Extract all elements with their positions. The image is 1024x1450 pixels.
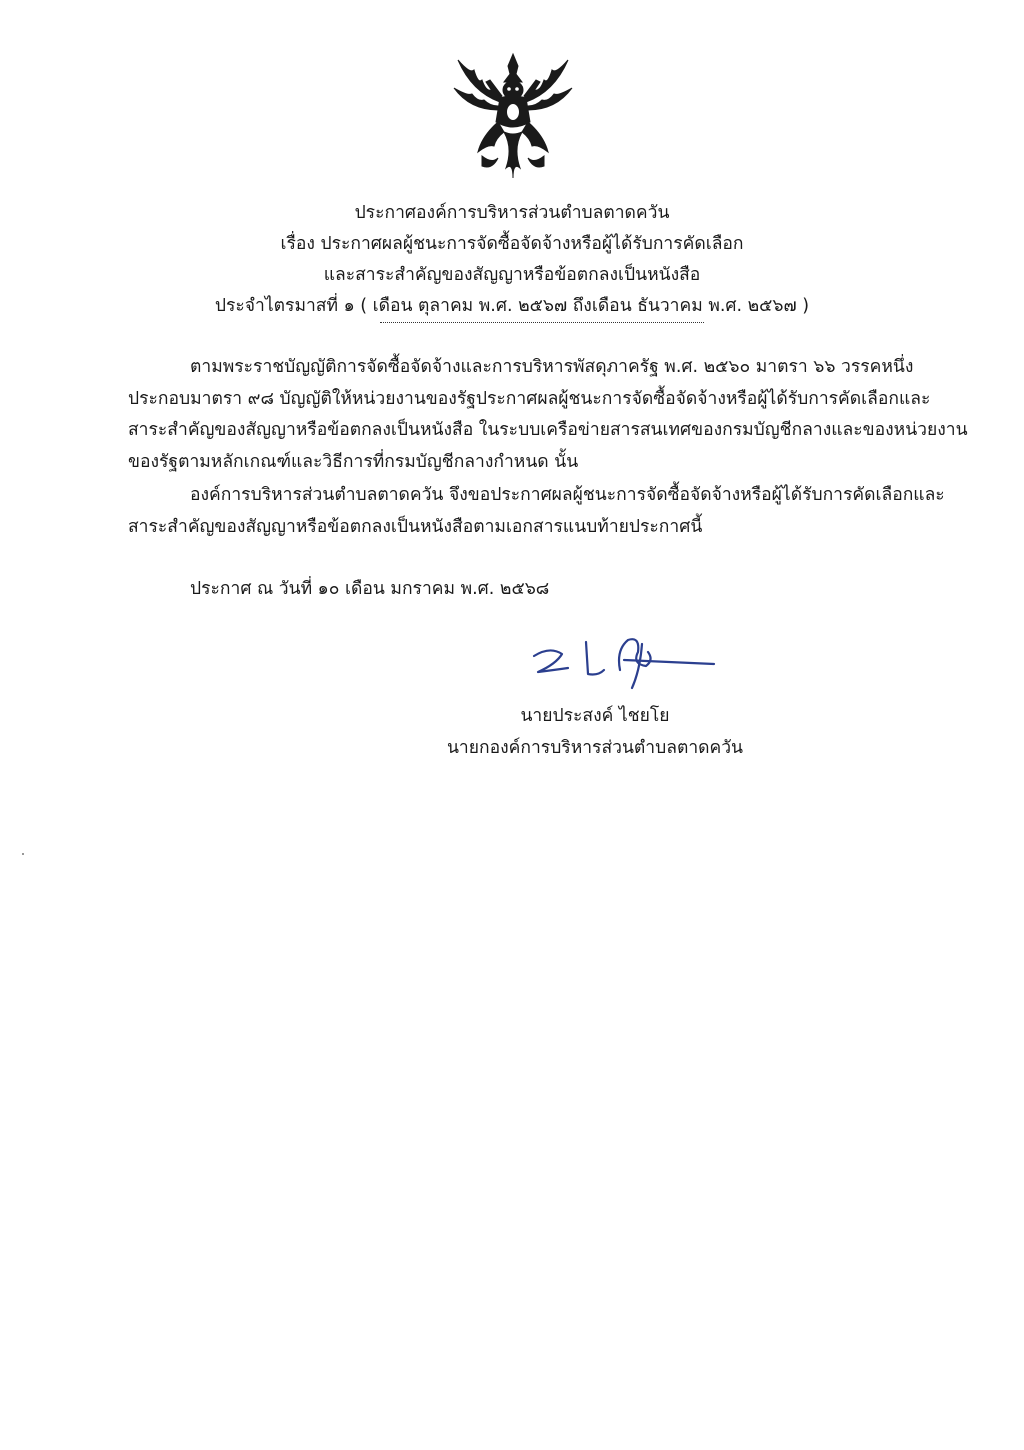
signer-name: นายประสงค์ ไชยโย (520, 706, 670, 726)
paragraph-line: สาระสำคัญของสัญญาหรือข้อตกลงเป็นหนังสือ ในระบบเครือข่ายสารสนเทศของกรมบัญชีกลางและของหน่วยงาน (128, 420, 968, 440)
announce-date: ประกาศ ณ วันที่ ๑๐ เดือน มกราคม พ.ศ. ๒๕๖๘ (190, 579, 550, 599)
announcement-title (150, 198, 874, 322)
paragraph-announcement (128, 480, 952, 543)
paragraph-legal-basis (128, 352, 968, 478)
garuda-emblem-icon (452, 52, 574, 182)
paragraph-line: ตามพระราชบัญญัติการจัดซื้อจัดจ้างและการบริหารพัสดุภาครัฐ พ.ศ. ๒๕๖๐ มาตรา ๖๖ วรรคหนึ่ง (190, 357, 914, 377)
dotted-divider (380, 322, 704, 323)
paragraph-line: ประกอบมาตรา ๙๘ บัญญัติให้หน่วยงานของรัฐประกาศผลผู้ชนะการจัดซื้อจัดจ้างหรือผู้ได้รับการคัดเลือกและ (128, 388, 931, 409)
signer-position: นายกองค์การบริหารส่วนตำบลตาดควัน (446, 738, 744, 758)
handwritten-signature (528, 630, 718, 690)
paragraph-line: ของรัฐตามหลักเกณฑ์และวิธีการที่กรมบัญชีกลางกำหนด นั้น (128, 451, 579, 472)
paragraph-line: สาระสำคัญของสัญญาหรือข้อตกลงเป็นหนังสือตามเอกสารแนบท้ายประกาศนี้ (128, 516, 703, 537)
title-line: ประจำไตรมาสที่ ๑ ( เดือน ตุลาคม พ.ศ. ๒๕๖๗ ถึงเดือน ธันวาคม พ.ศ. ๒๕๖๗ ) (214, 296, 810, 316)
title-line: ประกาศองค์การบริหารส่วนตำบลตาดควัน (354, 203, 670, 223)
signer-block (430, 700, 760, 764)
title-line: และสาระสำคัญของสัญญาหรือข้อตกลงเป็นหนังสือ (323, 265, 701, 285)
paragraph-line: องค์การบริหารส่วนตำบลตาดควัน จึงขอประกาศผลผู้ชนะการจัดซื้อจัดจ้างหรือผู้ได้รับการคัดเลือกและ (190, 485, 945, 505)
scan-speck (22, 853, 24, 855)
title-line: เรื่อง ประกาศผลผู้ชนะการจัดซื้อจัดจ้างหรือผู้ได้รับการคัดเลือก (280, 234, 744, 254)
